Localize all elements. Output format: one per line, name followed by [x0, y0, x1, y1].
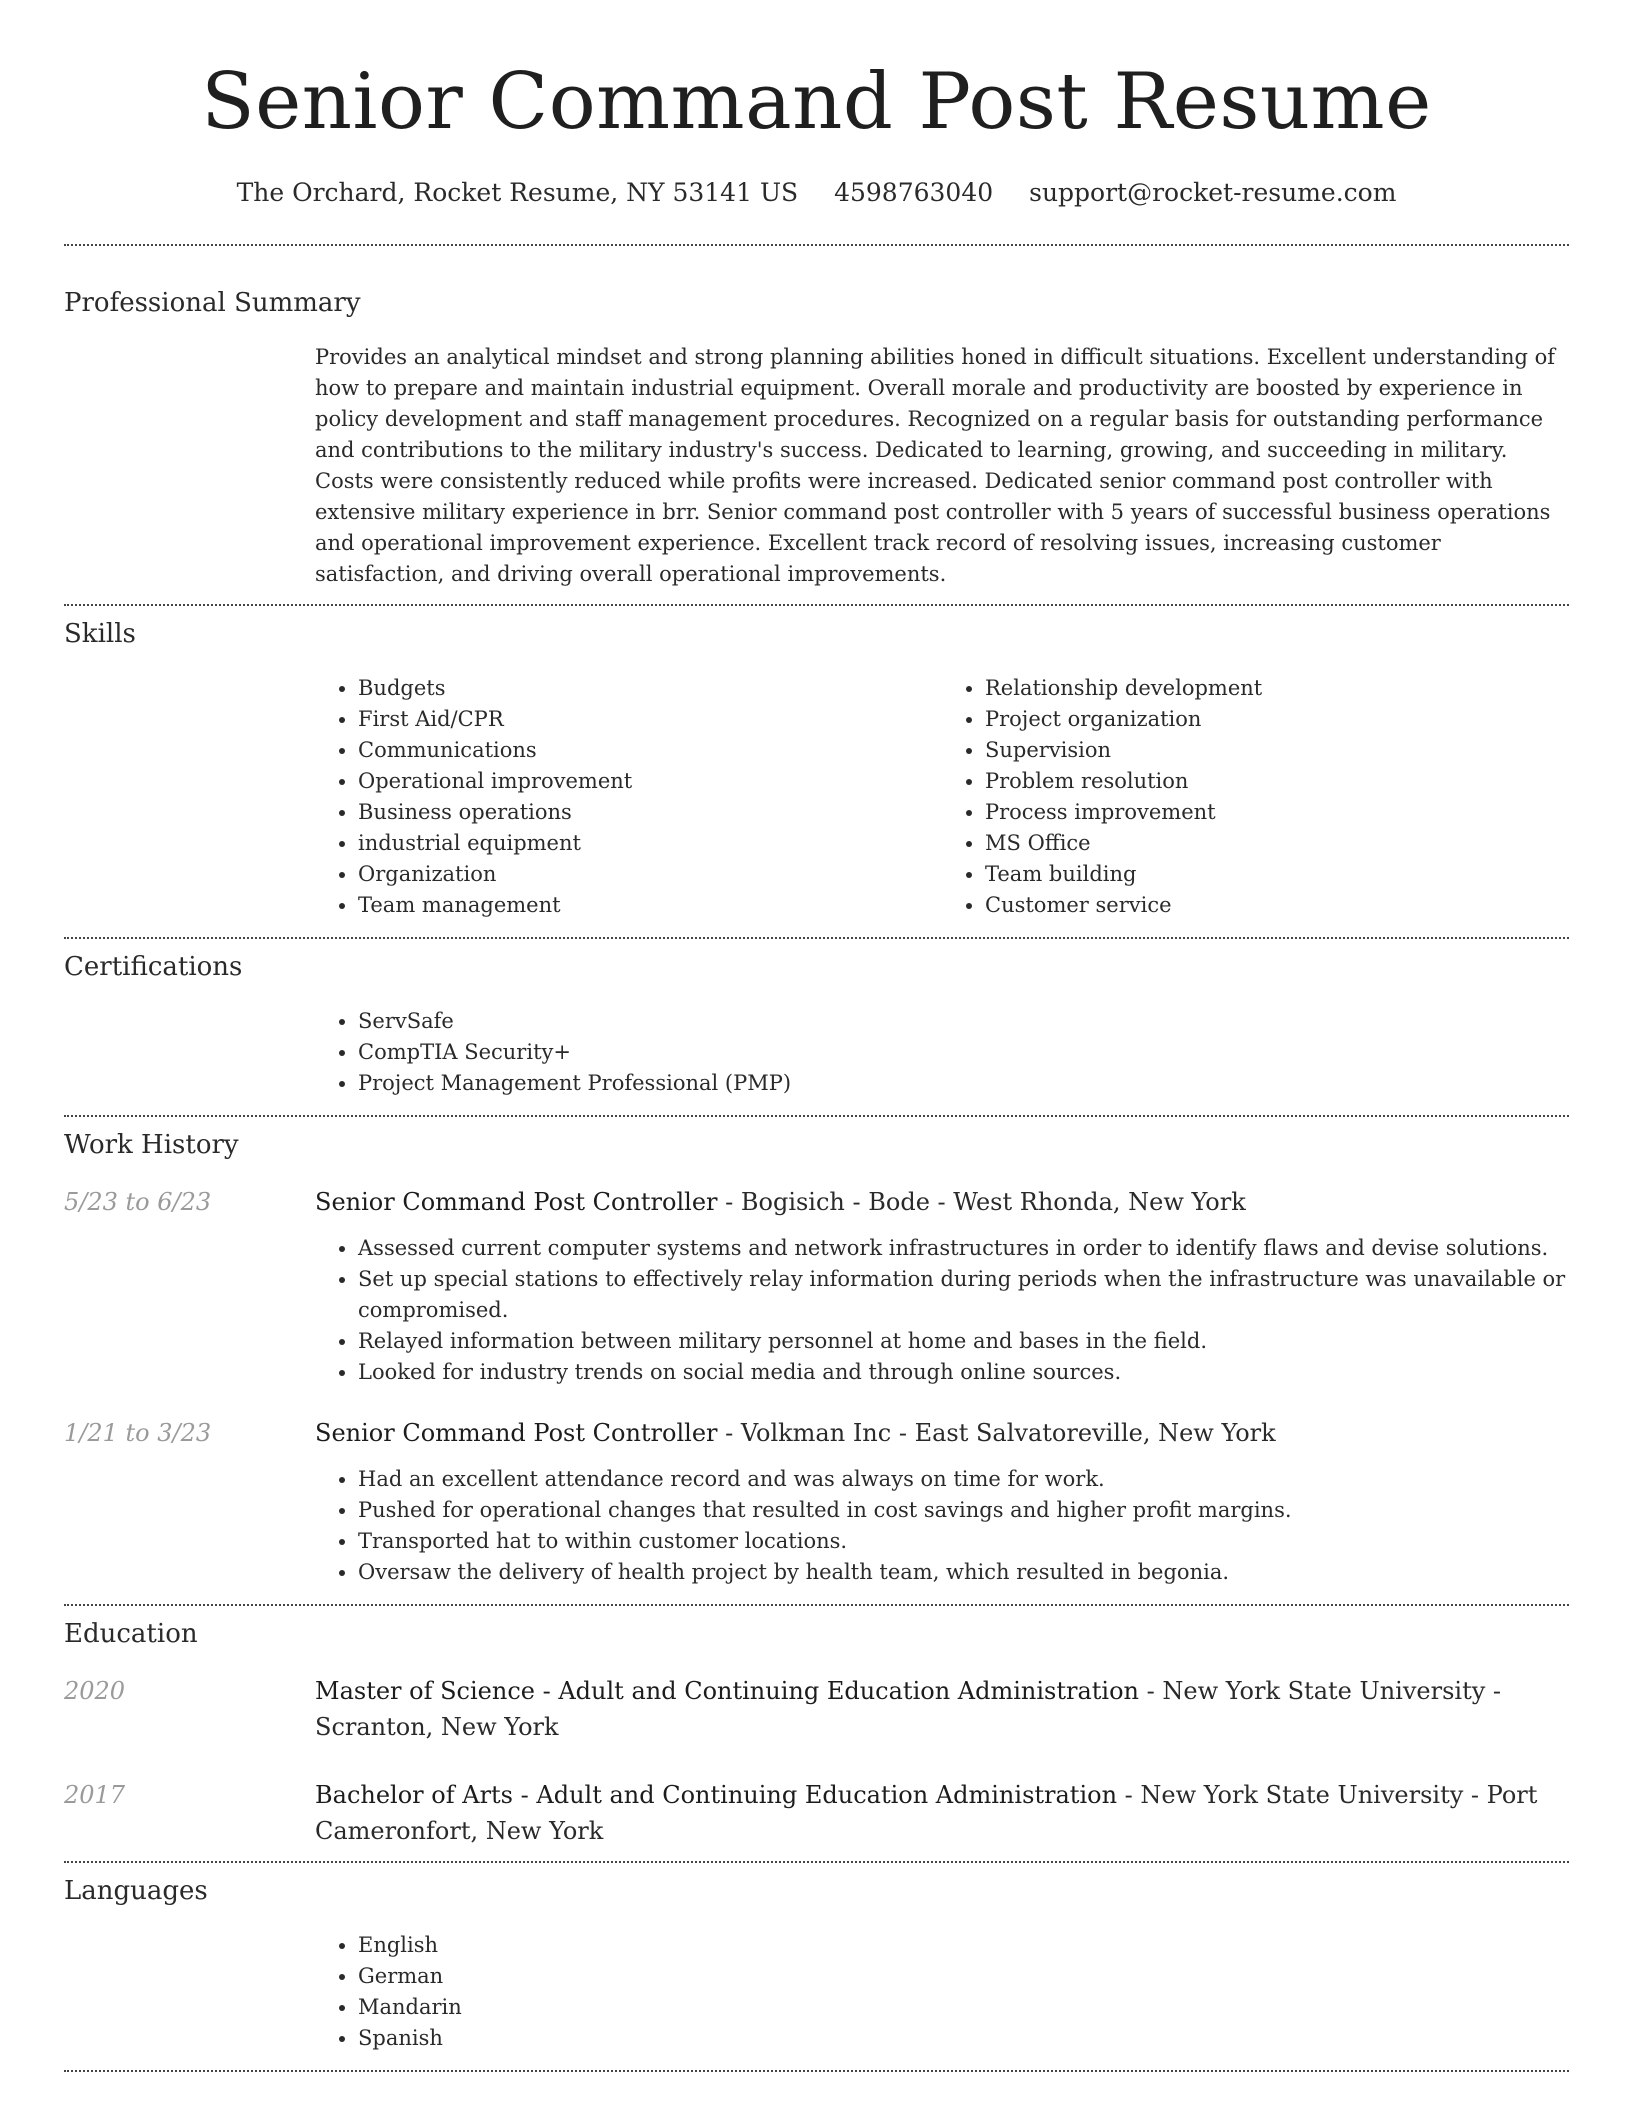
education-entry [64, 1777, 1569, 1849]
skill-item: • Customer service [985, 890, 1569, 921]
job-title: Senior Command Post Controller [315, 1419, 718, 1447]
language-item: • Spanish [358, 2023, 1569, 2054]
contact-line [64, 176, 1569, 210]
skill-item: • Operational improvement [358, 766, 942, 797]
skill-item: • Relationship development [985, 673, 1569, 704]
certification-item: • ServSafe [358, 1006, 1569, 1037]
work-heading [315, 1415, 1569, 1451]
certifications-list [315, 1006, 1569, 1099]
languages-section [64, 1863, 1569, 2054]
skills-list-right [942, 673, 1569, 921]
degree: Bachelor of Arts - Adult and Continuing Education Administration [315, 1781, 1118, 1809]
job-title: Senior Command Post Controller [315, 1188, 718, 1216]
work-bullet: • Relayed information between military personnel at home and bases in the field. [358, 1326, 1569, 1357]
summary-section [64, 246, 1569, 590]
section-title-languages: Languages [64, 1876, 208, 1906]
work-entry [64, 1184, 1569, 1388]
skill-item: • Business operations [358, 797, 942, 828]
work-bullet: • Oversaw the delivery of health project by health team, which resulted in begonia. [358, 1557, 1569, 1588]
section-title-certifications: Certifications [64, 952, 243, 982]
section-divider [64, 2070, 1569, 2072]
section-title-work-history: Work History [64, 1130, 239, 1160]
job-employer: - Bogisich - Bode - West Rhonda, New York [717, 1188, 1246, 1216]
skill-item: • Organization [358, 859, 942, 890]
skill-item: • Communications [358, 735, 942, 766]
work-bullet: • Had an excellent attendance record and was always on time for work. [358, 1464, 1569, 1495]
skill-item: • Project organization [985, 704, 1569, 735]
section-title-skills: Skills [64, 619, 136, 649]
languages-list [315, 1930, 1569, 2054]
work-bullets [315, 1464, 1569, 1588]
skills-content [315, 673, 1569, 921]
skills-section [64, 606, 1569, 921]
section-title-education: Education [64, 1619, 198, 1649]
resume-title: Senior Command Post Resume [201, 57, 1432, 147]
language-item: • English [358, 1930, 1569, 1961]
education-heading [315, 1777, 1569, 1849]
education-heading [315, 1673, 1569, 1745]
school: - New York State University - Scranton, New York [315, 1677, 1502, 1741]
skill-item: • industrial equipment [358, 828, 942, 859]
education-section [64, 1606, 1569, 1849]
work-bullet: • Transported hat to within customer locations. [358, 1526, 1569, 1557]
languages-content [315, 1930, 1569, 2054]
work-dates: 5/23 to 6/23 [64, 1188, 212, 1216]
education-year: 2020 [64, 1677, 126, 1705]
school: - New York State University - Port Cameronfort, New York [315, 1781, 1538, 1845]
contact-phone: 4598763040 [834, 178, 994, 207]
work-entry-body [315, 1415, 1569, 1588]
degree: Master of Science - Adult and Continuing Education Administration [315, 1677, 1140, 1705]
summary-content [315, 342, 1569, 590]
job-employer: - Volkman Inc - East Salvatoreville, New York [717, 1419, 1276, 1447]
skill-item: • Problem resolution [985, 766, 1569, 797]
skill-item: • Team management [358, 890, 942, 921]
skill-item: • Process improvement [985, 797, 1569, 828]
skill-item: • Team building [985, 859, 1569, 890]
education-entry [64, 1673, 1569, 1745]
skill-item: • Supervision [985, 735, 1569, 766]
section-title-summary: Professional Summary [64, 288, 361, 318]
work-entry [64, 1415, 1569, 1588]
contact-address: The Orchard, Rocket Resume, NY 53141 US [236, 178, 799, 207]
contact-email: support@rocket-resume.com [1029, 178, 1397, 207]
skills-list-left [315, 673, 942, 921]
language-item: • Mandarin [358, 1992, 1569, 2023]
language-item: • German [358, 1961, 1569, 1992]
skill-item: • First Aid/CPR [358, 704, 942, 735]
skill-item: • Budgets [358, 673, 942, 704]
resume-header [64, 0, 1569, 210]
work-bullet: • Assessed current computer systems and network infrastructures in order to identify flaws and devise solutions. [358, 1233, 1569, 1264]
work-history-section [64, 1117, 1569, 1588]
resume-page [64, 0, 1569, 2072]
work-heading [315, 1184, 1569, 1220]
work-dates: 1/21 to 3/23 [64, 1419, 212, 1447]
education-year: 2017 [64, 1781, 126, 1809]
work-bullet: • Pushed for operational changes that resulted in cost savings and higher profit margins. [358, 1495, 1569, 1526]
work-entry-body [315, 1184, 1569, 1388]
certifications-content [315, 1006, 1569, 1099]
summary-text: Provides an analytical mindset and strong planning abilities honed in difficult situations. Excellent understanding of how to prepare and maintain industrial equipment. Overall morale and productivity are boosted by experience in policy development and staff management procedures. Recognized on a regular basis for outstanding performance and contributions to the military industry's success. Dedicated to learning, growing, and succeeding in military. Costs were consistently reduced while profits were increased. Dedicated senior command post controller with extensive military experience in brr. Senior command post controller with 5 years of successful business operations and operational improvement experience. Excellent track record of resolving issues, increasing customer satisfaction, and driving overall operational improvements. [315, 345, 1556, 586]
work-bullet: • Looked for industry trends on social media and through online sources. [358, 1357, 1569, 1388]
certification-item: • Project Management Professional (PMP) [358, 1068, 1569, 1099]
work-bullet: • Set up special stations to effectively relay information during periods when the infrastructure was unavailable or compromised. [358, 1264, 1569, 1326]
certifications-section [64, 939, 1569, 1099]
work-bullets [315, 1233, 1569, 1388]
skill-item: • MS Office [985, 828, 1569, 859]
certification-item: • CompTIA Security+ [358, 1037, 1569, 1068]
